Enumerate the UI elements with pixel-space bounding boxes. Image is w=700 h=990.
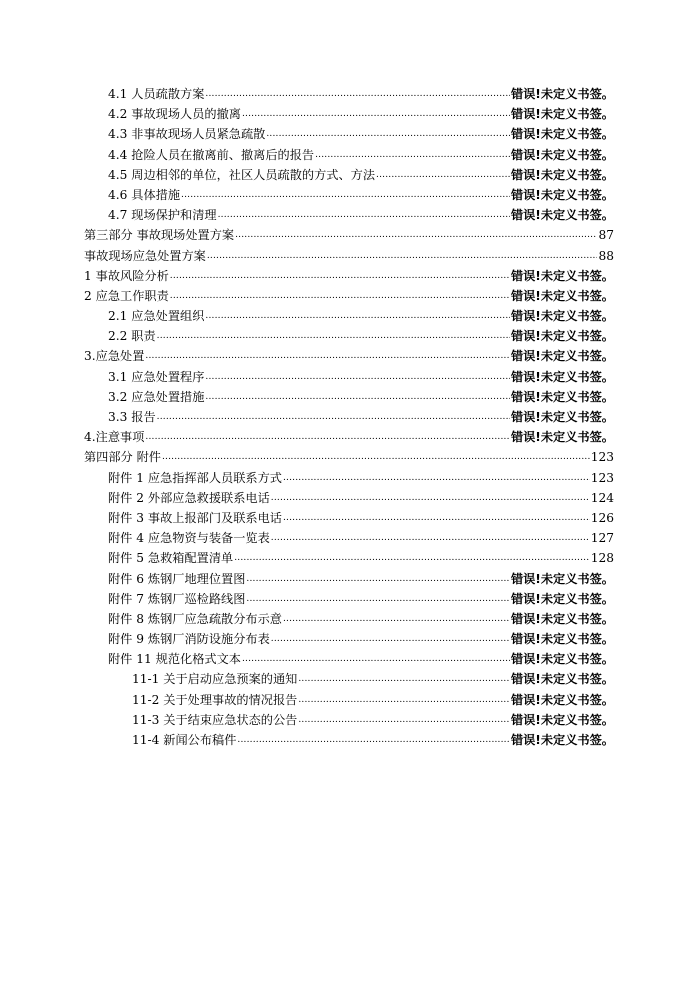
toc-dot-leader <box>271 488 590 508</box>
toc-entry[interactable] <box>84 225 614 245</box>
toc-entry-page: 错误!未定义书签。 <box>510 410 614 424</box>
toc-entry-title: 4.4 抢险人员在撤离前、撤离后的报告 <box>108 147 315 162</box>
toc-entry-title: 2.2 职责 <box>108 329 156 344</box>
toc-entry-page: 错误!未定义书签。 <box>510 571 614 586</box>
toc-dot-leader <box>376 165 510 185</box>
toc-entry[interactable] <box>84 124 614 144</box>
toc-entry-page: 错误!未定义书签。 <box>510 369 614 384</box>
toc-dot-leader <box>283 508 590 528</box>
toc-entry[interactable] <box>84 407 614 427</box>
toc-dot-leader <box>271 629 510 649</box>
toc-entry[interactable] <box>84 367 614 387</box>
toc-dot-leader <box>207 246 598 266</box>
toc-dot-leader <box>237 730 510 750</box>
toc-entry[interactable] <box>84 306 614 326</box>
toc-entry-title: 3.2 应急处置措施 <box>108 389 205 404</box>
toc-entry[interactable] <box>84 205 614 225</box>
toc-entry-page: 错误!未定义书签。 <box>510 309 614 324</box>
toc-entry[interactable] <box>84 488 614 508</box>
toc-dot-leader <box>298 710 510 730</box>
toc-entry[interactable] <box>84 326 614 346</box>
toc-entry-title: 第四部分 附件 <box>84 450 161 465</box>
toc-entry-title: 11-4 新闻公布稿件 <box>132 733 237 747</box>
toc-entry-title: 4.7 现场保护和清理 <box>108 208 217 223</box>
toc-entry-title: 附件 7 炼钢厂巡检路线图 <box>108 591 246 606</box>
toc-entry-title: 4.5 周边相邻的单位，社区人员疏散的方式、方法 <box>108 167 376 182</box>
toc-entry-page: 错误!未定义书签。 <box>510 329 614 344</box>
toc-entry-page: 124 <box>590 490 614 505</box>
toc-dot-leader <box>235 225 597 245</box>
toc-dot-leader <box>170 286 510 306</box>
toc-entry[interactable] <box>84 710 614 730</box>
toc-entry-page: 错误!未定义书签。 <box>510 712 614 727</box>
toc-entry[interactable] <box>84 669 614 689</box>
toc-entry-page: 错误!未定义书签。 <box>510 692 614 707</box>
toc-entry-page: 错误!未定义书签。 <box>510 127 614 142</box>
toc-dot-leader <box>157 326 510 346</box>
toc-entry[interactable] <box>84 246 614 266</box>
toc-entry-title: 3.1 应急处置程序 <box>108 369 205 384</box>
toc-dot-leader <box>298 690 510 710</box>
toc-entry-title: 11-2 关于处理事故的情况报告 <box>132 692 298 707</box>
toc-entry-page: 错误!未定义书签。 <box>510 349 614 364</box>
toc-entry-page: 错误!未定义书签。 <box>510 430 614 445</box>
toc-entry[interactable] <box>84 508 614 528</box>
toc-entry[interactable] <box>84 589 614 609</box>
toc-entry-page: 错误!未定义书签。 <box>510 672 614 687</box>
toc-dot-leader <box>283 468 590 488</box>
toc-dot-leader <box>283 609 510 629</box>
toc-entry-page: 错误!未定义书签。 <box>510 167 614 182</box>
toc-entry[interactable] <box>84 427 614 447</box>
toc-entry-title: 4.2 事故现场人员的撤离 <box>108 107 241 122</box>
toc-entry[interactable] <box>84 609 614 629</box>
toc-entry[interactable] <box>84 84 614 104</box>
toc-entry-title: 1 事故风险分析 <box>84 268 169 283</box>
toc-entry-title: 第三部分 事故现场处置方案 <box>84 228 235 243</box>
toc-entry-page: 错误!未定义书签。 <box>510 187 614 202</box>
toc-entry-title: 4.1 人员疏散方案 <box>108 87 205 101</box>
toc-entry-page: 88 <box>598 248 614 263</box>
toc-entry-page: 错误!未定义书签。 <box>510 611 614 626</box>
toc-dot-leader <box>271 528 590 548</box>
toc-entry-title: 4.注意事项 <box>84 430 145 445</box>
toc-entry[interactable] <box>84 145 614 165</box>
toc-entry-title: 附件 2 外部应急救援联系电话 <box>108 490 270 505</box>
toc-entry-page: 126 <box>590 510 614 525</box>
toc-dot-leader <box>315 145 510 165</box>
toc-entry[interactable] <box>84 730 614 750</box>
toc-dot-leader <box>234 548 590 568</box>
toc-entry-page: 错误!未定义书签。 <box>510 147 614 162</box>
toc-entry-title: 附件 3 事故上报部门及联系电话 <box>108 510 282 525</box>
toc-entry-title: 4.6 具体措施 <box>108 187 181 202</box>
toc-entry-page: 错误!未定义书签。 <box>510 652 614 667</box>
toc-entry[interactable] <box>84 569 614 589</box>
toc-entry-page: 错误!未定义书签。 <box>510 733 614 747</box>
toc-dot-leader <box>218 205 510 225</box>
toc-entry[interactable] <box>84 165 614 185</box>
toc-entry-page: 错误!未定义书签。 <box>510 87 614 101</box>
toc-dot-leader <box>205 367 510 387</box>
toc-entry-title: 11-1 关于启动应急预案的通知 <box>132 672 298 687</box>
toc-entry-page: 错误!未定义书签。 <box>510 389 614 404</box>
toc-entry[interactable] <box>84 104 614 124</box>
toc-dot-leader <box>298 669 510 689</box>
toc-entry-title: 11-3 关于结束应急状态的公告 <box>132 712 298 727</box>
toc-entry[interactable] <box>84 528 614 548</box>
toc-entry-title: 附件 1 应急指挥部人员联系方式 <box>108 470 282 485</box>
toc-entry-title: 附件 9 炼钢厂消防设施分布表 <box>108 632 270 647</box>
toc-entry-title: 2 应急工作职责 <box>84 288 169 303</box>
toc-entry-title: 附件 5 急救箱配置清单 <box>108 551 234 566</box>
toc-dot-leader <box>145 346 510 366</box>
toc-entry-page: 127 <box>590 531 614 546</box>
toc-entry-title: 附件 6 炼钢厂地理位置图 <box>108 571 246 586</box>
table-of-contents <box>84 84 614 750</box>
toc-entry-page: 123 <box>590 470 614 485</box>
toc-entry[interactable] <box>84 387 614 407</box>
toc-dot-leader <box>145 427 510 447</box>
toc-entry[interactable] <box>84 629 614 649</box>
toc-dot-leader <box>205 84 510 104</box>
toc-dot-leader <box>205 306 510 326</box>
toc-entry-title: 3.应急处置 <box>84 349 145 364</box>
toc-entry[interactable] <box>84 690 614 710</box>
toc-dot-leader <box>162 447 590 467</box>
toc-entry[interactable] <box>84 468 614 488</box>
toc-entry-page: 错误!未定义书签。 <box>510 107 614 122</box>
toc-entry-page: 错误!未定义书签。 <box>510 268 614 283</box>
toc-entry[interactable] <box>84 185 614 205</box>
toc-entry-page: 123 <box>590 450 614 465</box>
toc-entry-page: 87 <box>598 228 614 243</box>
toc-dot-leader <box>205 387 510 407</box>
toc-entry-title: 3.3 报告 <box>108 410 156 424</box>
toc-dot-leader <box>170 266 510 286</box>
toc-dot-leader <box>157 407 510 427</box>
toc-entry-page: 错误!未定义书签。 <box>510 288 614 303</box>
toc-entry-page: 128 <box>590 551 614 566</box>
toc-dot-leader <box>242 104 510 124</box>
toc-entry-page: 错误!未定义书签。 <box>510 208 614 223</box>
toc-entry[interactable] <box>84 266 614 286</box>
toc-dot-leader <box>181 185 510 205</box>
toc-dot-leader <box>246 589 510 609</box>
toc-entry-title: 事故现场应急处置方案 <box>84 248 206 263</box>
toc-entry-title: 2.1 应急处置组织 <box>108 309 205 324</box>
toc-entry-title: 附件 8 炼钢厂应急疏散分布示意 <box>108 611 282 626</box>
toc-entry[interactable] <box>84 447 614 467</box>
toc-dot-leader <box>246 569 510 589</box>
toc-entry-page: 错误!未定义书签。 <box>510 591 614 606</box>
toc-entry-title: 附件 4 应急物资与装备一览表 <box>108 531 270 546</box>
toc-entry-page: 错误!未定义书签。 <box>510 632 614 647</box>
toc-entry[interactable] <box>84 548 614 568</box>
toc-entry-title: 附件 11 规范化格式文本 <box>108 652 241 667</box>
toc-entry[interactable] <box>84 649 614 669</box>
toc-entry-title: 4.3 非事故现场人员紧急疏散 <box>108 127 266 142</box>
toc-entry[interactable] <box>84 346 614 366</box>
toc-dot-leader <box>266 124 510 144</box>
toc-entry[interactable] <box>84 286 614 306</box>
toc-dot-leader <box>242 649 510 669</box>
